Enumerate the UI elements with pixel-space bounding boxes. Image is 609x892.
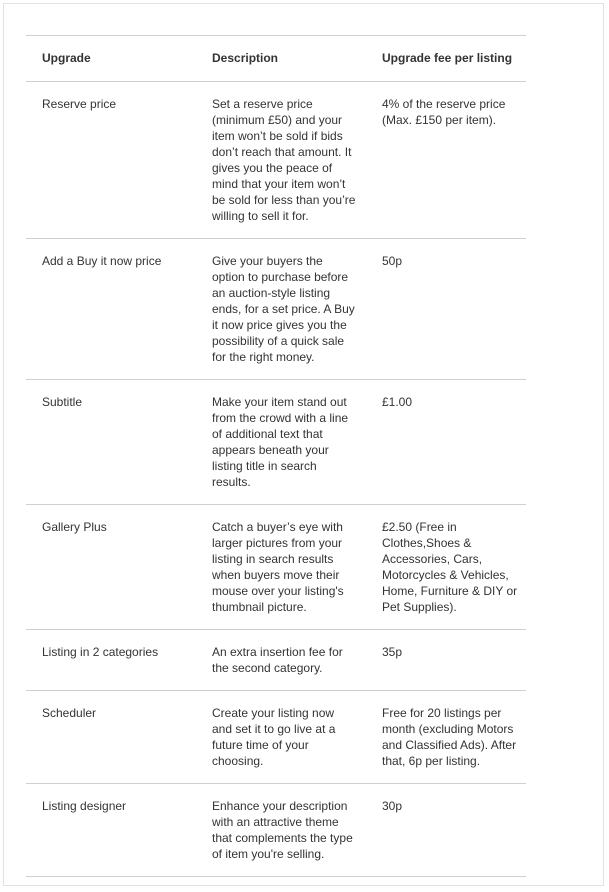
fee-cell: 30p: [366, 784, 526, 877]
upgrade-cell: Subtitle: [26, 380, 196, 505]
description-cell: Create your listing now and set it to go live at a future time of your choosing.: [196, 691, 366, 784]
header-fee: Upgrade fee per listing: [366, 36, 526, 82]
content-frame: [3, 3, 604, 886]
header-row: [26, 36, 526, 82]
table-header: [26, 36, 526, 82]
fee-cell: Free for 20 listings per month (excluding Motors and Classified Ads). After that, 6p per listing.: [366, 691, 526, 784]
description-cell: Catch a buyer’s eye with larger pictures from your listing in search results when buyers move their mouse over your listing's thumbnail picture.: [196, 505, 366, 630]
header-description: Description: [196, 36, 366, 82]
upgrade-cell: Listing designer: [26, 784, 196, 877]
upgrade-cell: Gallery Plus: [26, 505, 196, 630]
upgrade-fees-table: [26, 35, 526, 877]
header-upgrade: Upgrade: [26, 36, 196, 82]
fee-cell: £2.50 (Free in Clothes,Shoes & Accessories, Cars, Motorcycles & Vehicles, Home, Furniture & DIY or Pet Supplies).: [366, 505, 526, 630]
upgrade-cell: Reserve price: [26, 82, 196, 239]
fee-cell: 35p: [366, 630, 526, 691]
fee-cell: 4% of the reserve price (Max. £150 per item).: [366, 82, 526, 239]
description-cell: Enhance your description with an attractive theme that complements the type of item you're selling.: [196, 784, 366, 877]
table-row: [26, 380, 526, 505]
upgrade-cell: Scheduler: [26, 691, 196, 784]
description-cell: Make your item stand out from the crowd with a line of additional text that appears beneath your listing title in search results.: [196, 380, 366, 505]
fee-cell: £1.00: [366, 380, 526, 505]
upgrade-cell: Listing in 2 categories: [26, 630, 196, 691]
table-row: [26, 630, 526, 691]
table-body: [26, 82, 526, 877]
upgrade-cell: Add a Buy it now price: [26, 239, 196, 380]
table-row: [26, 239, 526, 380]
table-row: [26, 505, 526, 630]
table-row: [26, 691, 526, 784]
description-cell: Give your buyers the option to purchase before an auction-style listing ends, for a set price. A Buy it now price gives you the possibility of a quick sale for the right money.: [196, 239, 366, 380]
fee-cell: 50p: [366, 239, 526, 380]
description-cell: Set a reserve price (minimum £50) and your item won’t be sold if bids don’t reach that amount. It gives you the peace of mind that your item won’t be sold for less than you’re willing to sell it for.: [196, 82, 366, 239]
table-row: [26, 82, 526, 239]
table-row: [26, 784, 526, 877]
description-cell: An extra insertion fee for the second category.: [196, 630, 366, 691]
